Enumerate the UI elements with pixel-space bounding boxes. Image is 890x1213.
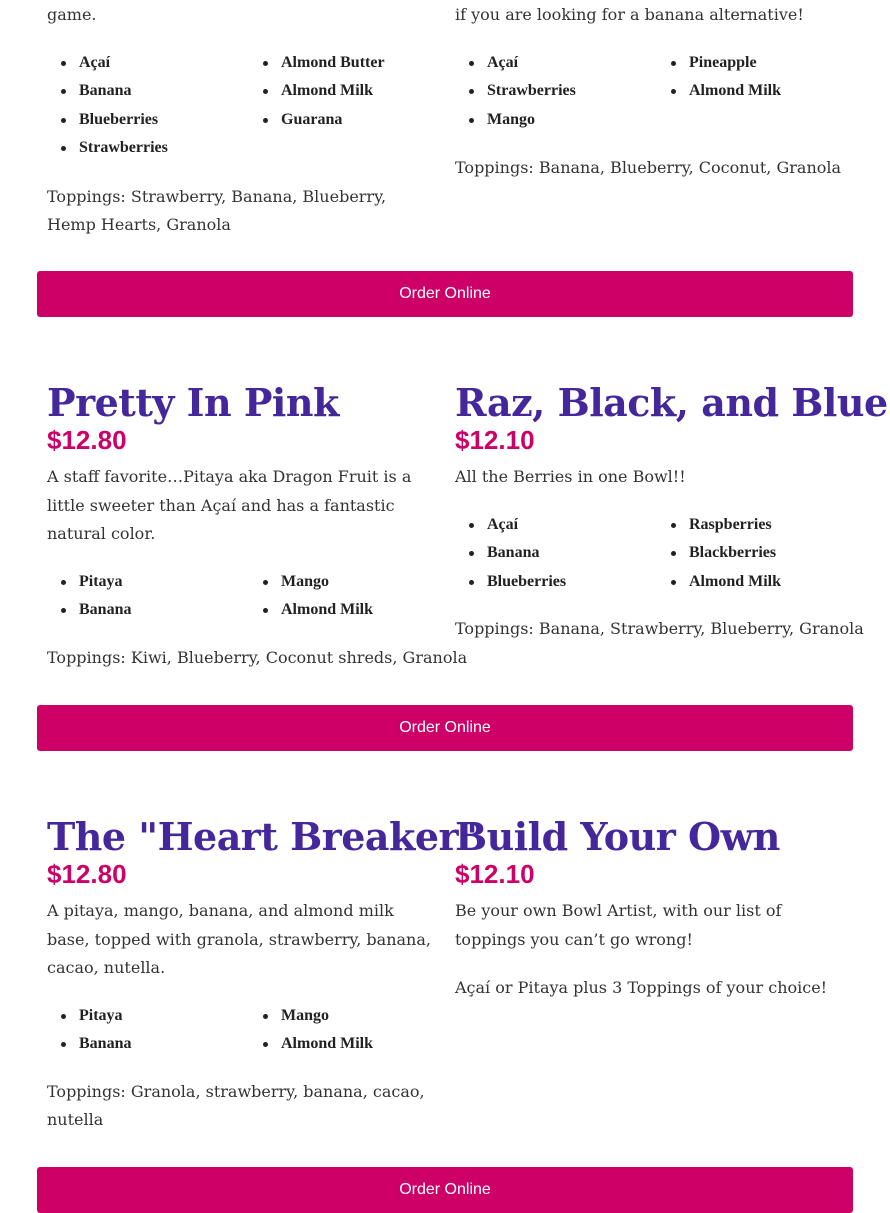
order-online-button[interactable]: Order Online bbox=[37, 271, 853, 317]
toppings-text: Toppings: Granola, strawberry, banana, cacao, nutella bbox=[47, 1081, 425, 1130]
menu-item-right bbox=[455, 1, 845, 183]
menu-item-pretty-in-pink bbox=[47, 380, 468, 672]
ingredients-list bbox=[455, 49, 845, 135]
ingredient: Blueberries bbox=[47, 106, 249, 135]
item-description: A staff favorite…Pitaya aka Dragon Fruit is a little sweeter than Açaí and has a fantastic natural color. bbox=[47, 467, 412, 543]
order-online-button[interactable]: Order Online bbox=[37, 705, 853, 751]
toppings-text: Toppings: Banana, Strawberry, Blueberry, Granola bbox=[455, 619, 864, 639]
ingredients-list bbox=[47, 49, 437, 163]
item-title: Pretty In Pink bbox=[47, 380, 339, 425]
ingredient: Pineapple bbox=[657, 49, 837, 78]
item-title: Build Your Own bbox=[455, 814, 780, 859]
item-price: $12.10 bbox=[455, 425, 535, 455]
ingredient: Mango bbox=[249, 568, 429, 597]
ingredient: Almond Milk bbox=[657, 77, 837, 106]
toppings-text: Toppings: Banana, Blueberry, Coconut, Granola bbox=[455, 158, 842, 178]
ingredients-list bbox=[455, 511, 845, 597]
ingredient: Banana bbox=[47, 77, 249, 106]
ingredient: Pitaya bbox=[47, 568, 249, 597]
ingredients-list bbox=[47, 1002, 437, 1059]
item-title: Raz, Black, and Blue bbox=[455, 380, 888, 425]
ingredient: Guarana bbox=[249, 106, 429, 135]
toppings-text: Toppings: Kiwi, Blueberry, Coconut shreds, Granola bbox=[47, 647, 468, 667]
ingredient: Strawberries bbox=[455, 77, 657, 106]
ingredient: Açaí bbox=[455, 511, 657, 540]
item-price: $12.80 bbox=[47, 859, 127, 889]
menu-item-raz-black-blue bbox=[455, 380, 888, 644]
ingredient: Strawberries bbox=[47, 134, 249, 163]
ingredient: Almond Milk bbox=[249, 596, 429, 625]
ingredient: Blueberries bbox=[455, 568, 657, 597]
ingredient: Blackberries bbox=[657, 539, 837, 568]
ingredient: Banana bbox=[455, 539, 657, 568]
ingredient: Almond Milk bbox=[249, 1030, 429, 1059]
item-description: game. bbox=[47, 5, 97, 24]
menu-item-build-your-own bbox=[455, 815, 845, 1003]
ingredient: Almond Milk bbox=[657, 568, 837, 597]
ingredient: Açaí bbox=[47, 49, 249, 78]
toppings-text: Toppings: Strawberry, Banana, Blueberry, Hemp Hearts, Granola bbox=[47, 186, 387, 235]
ingredient: Almond Milk bbox=[249, 77, 429, 106]
ingredient: Banana bbox=[47, 596, 249, 625]
ingredient: Mango bbox=[249, 1002, 429, 1031]
ingredient: Mango bbox=[455, 106, 657, 135]
ingredient: Almond Butter bbox=[249, 49, 429, 78]
menu-item-heart-breaker bbox=[47, 814, 478, 1135]
item-description: All the Berries in one Bowl!! bbox=[455, 467, 686, 486]
order-online-button[interactable]: Order Online bbox=[37, 1167, 853, 1213]
item-description: Be your own Bowl Artist, with our list of toppings you can’t go wrong! bbox=[455, 901, 782, 949]
ingredient: Banana bbox=[47, 1030, 249, 1059]
item-note: Açaí or Pitaya plus 3 Toppings of your choice! bbox=[455, 978, 828, 997]
ingredients-list bbox=[47, 568, 437, 625]
item-price: $12.80 bbox=[47, 425, 127, 455]
ingredient: Pitaya bbox=[47, 1002, 249, 1031]
ingredient: Raspberries bbox=[657, 511, 837, 540]
menu-item-left bbox=[47, 1, 437, 240]
item-price: $12.10 bbox=[455, 859, 535, 889]
item-title: The "Heart Breaker" bbox=[47, 814, 478, 859]
item-description: A pitaya, mango, banana, and almond milk base, topped with granola, strawberry, banana, cacao, nutella. bbox=[47, 901, 431, 977]
ingredient: Açaí bbox=[455, 49, 657, 78]
item-description: if you are looking for a banana alternative! bbox=[455, 5, 804, 24]
